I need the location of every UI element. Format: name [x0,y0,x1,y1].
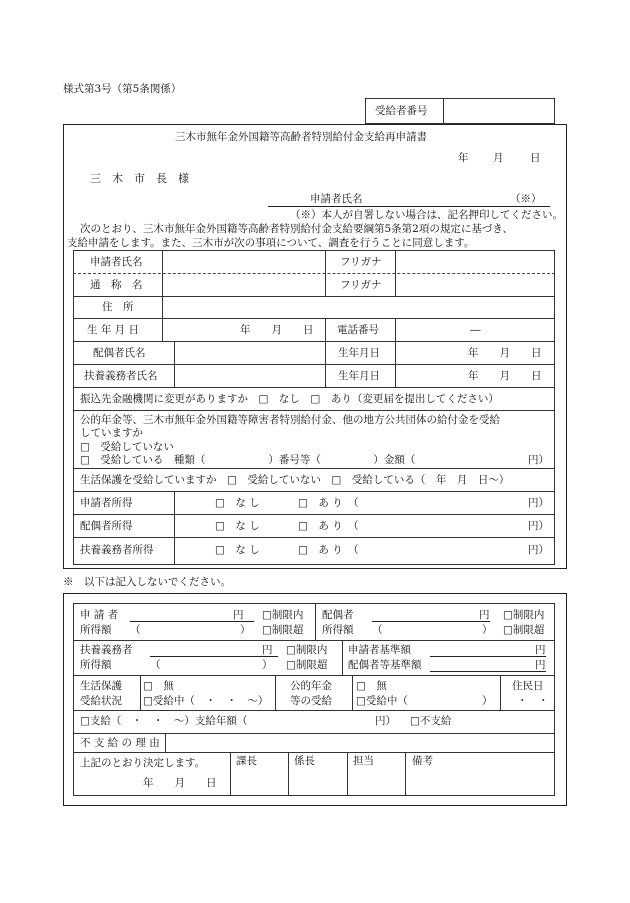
recipient-number-field[interactable] [445,100,553,122]
applicant-standard-label: 申請者基準額 [348,644,411,656]
app-income-yen: 円 [233,609,244,621]
form-id: 様式第3号（第5条関係） [63,83,182,95]
spouse-income-within[interactable]: □制限内 [503,609,545,621]
guardian-income-paren-r: ） [262,659,273,671]
pension-yen: 円） [528,454,549,466]
label-applicant: 申請者氏名 [90,256,143,268]
sub-chief-label: 係長 [294,755,315,767]
applicant-standard-yen: 円 [535,644,546,656]
applicant-note: （※）本人が自署しない場合は、記名押印してください。 [290,209,563,221]
guardian-name-input[interactable] [177,367,322,385]
guardian-income-paren-l: （ [150,659,161,671]
no-pay-option[interactable]: □不支給 [410,715,452,727]
app-income-paren-r: ） [240,624,251,636]
phone-dash: ― [470,324,481,336]
income-label-applicant: 申請者所得 [80,497,133,509]
guardian-income-yen: 円 [262,644,273,656]
label-address: 住 所 [102,301,134,313]
spouse-income-label-2: 所得額 [322,624,354,636]
spouse-standard-yen: 円 [535,659,546,671]
decision-text: 上記のとおり決定します。 [80,757,206,769]
spouse-name-input[interactable] [177,344,322,362]
income-guardian-some[interactable]: □ あ り （ [298,544,359,556]
alias-input[interactable] [165,276,322,294]
furigana-input-2[interactable] [398,276,552,294]
addressee: 三 木 市 長 様 [90,172,189,185]
guardian-income-within[interactable]: □制限内 [286,644,328,656]
spouse-income-paren-r: ） [482,624,493,636]
guardian-income-over[interactable]: □制限超 [286,659,328,671]
income-guardian-yen: 円） [528,544,549,556]
applicant-signature-field[interactable] [370,190,505,206]
income-label-spouse: 配偶者所得 [80,520,133,532]
label-guardian: 扶養義務者氏名 [84,370,158,382]
pension-question-2: していますか [80,427,143,439]
income-guardian-none[interactable]: □ な し [215,544,260,556]
chief-label: 課長 [236,755,257,767]
label-alias: 通 称 名 [90,279,143,291]
income-applicant-yen: 円） [528,497,549,509]
bank-change-question[interactable]: 振込先金融機関に変更がありますか □ なし □ あり（変更届を提出してください） [80,393,499,405]
decision-date: 年 月 日 [143,777,217,789]
recipient-number-label: 受給者番号 [375,105,428,117]
label-furigana-1: フリガナ [340,256,382,268]
income-spouse-none[interactable]: □ な し [215,520,260,532]
applicant-table [73,250,555,565]
applicant-mark: （※） [510,193,542,205]
label-guardian-dob: 生年月日 [338,370,380,382]
welfare-question[interactable]: 生活保護を受給していますか □ 受給していない □ 受給している（ 年 月 日～） [80,474,510,486]
label-spouse: 配偶者氏名 [93,347,146,359]
pension-receiving-close: ） [482,695,493,707]
app-income-over[interactable]: □制限超 [262,624,304,636]
address-input[interactable] [165,299,552,316]
pension-question-1: 公的年金等、三木市無年金外国籍等障害者特別給付金、他の地方公共団体の給付金を受給 [80,414,500,426]
guardian-income-label-2: 所得額 [80,659,112,671]
pension-status-label-1: 公的年金 [290,680,332,692]
income-spouse-yen: 円） [528,520,549,532]
resident-date-dots: ・ ・ [517,695,549,707]
no-pay-reason-label: 不 支 給 の 理 由 [80,737,160,749]
pension-status-label-2: 等の受給 [290,695,332,707]
spouse-income-label-1: 配偶者 [322,609,354,621]
welfare-status-label-2: 受給状況 [80,695,122,707]
app-income-label-1: 申 請 者 [80,609,119,621]
income-label-guardian: 扶養義務者所得 [80,544,154,556]
pay-yen: 円） [375,715,396,727]
pension-none[interactable]: □ 無 [356,680,387,692]
welfare-none[interactable]: □ 無 [143,680,174,692]
spouse-income-yen: 円 [479,609,490,621]
spouse-income-paren-l: （ [372,624,383,636]
label-furigana-2: フリガナ [340,279,382,291]
pension-receiving[interactable]: □受給中（ [356,695,408,707]
applicant-name-label: 申請者氏名 [310,193,363,205]
date-month: 月 [493,152,504,164]
welfare-receiving[interactable]: □受給中（ ・ ・ ～） [143,695,269,707]
date-year: 年 [458,152,469,164]
income-applicant-none[interactable]: □ な し [215,497,260,509]
birth-ymd: 年 月 日 [240,324,314,336]
pay-option[interactable]: □支給（ ・ ・ ～）支給年額（ [80,715,248,727]
spouse-dob-ymd: 年 月 日 [468,347,542,359]
furigana-input-1[interactable] [398,253,552,271]
pension-option-not-receiving[interactable]: □ 受給していない [80,441,174,453]
label-spouse-dob: 生年月日 [338,347,380,359]
remarks-label: 備考 [412,755,433,767]
intro-line-1: 次のとおり、三木市無年金外国籍等高齢者特別給付金支給要綱第5条第2項の規定に基づき、 [80,223,513,235]
welfare-status-label-1: 生活保護 [80,680,122,692]
applicant-name-input[interactable] [165,253,322,271]
app-income-label-2: 所得額 [80,624,112,636]
intro-line-2: 支給申請をします。また、三木市が次の事項について、調査を行うことに同意します。 [67,237,475,249]
guardian-dob-ymd: 年 月 日 [468,370,542,382]
phone-input[interactable] [398,321,552,339]
resident-date-label: 住民日 [512,680,544,692]
pension-option-receiving[interactable]: □ 受給している 種類（ ）番号等（ ）金額（ [80,454,416,466]
app-income-within[interactable]: □制限内 [262,609,304,621]
spouse-standard-label: 配偶者等基準額 [348,659,422,671]
label-phone: 電話番号 [337,324,379,336]
no-pay-reason-input[interactable] [168,735,552,750]
date-day: 日 [530,152,541,164]
staff-label: 担当 [353,755,374,767]
income-applicant-some[interactable]: □ あ り （ [298,497,359,509]
guardian-income-label-1: 扶養義務者 [80,644,133,656]
app-income-paren-l: （ [130,624,141,636]
income-spouse-some[interactable]: □ あ り （ [298,520,359,532]
spouse-income-over[interactable]: □制限超 [503,624,545,636]
office-use-notice: ※ 以下は記入しないでください。 [63,576,231,588]
form-title: 三木市無年金外国籍等高齢者特別給付金支給再申請書 [175,131,427,143]
label-birth: 生 年 月 日 [87,324,140,336]
